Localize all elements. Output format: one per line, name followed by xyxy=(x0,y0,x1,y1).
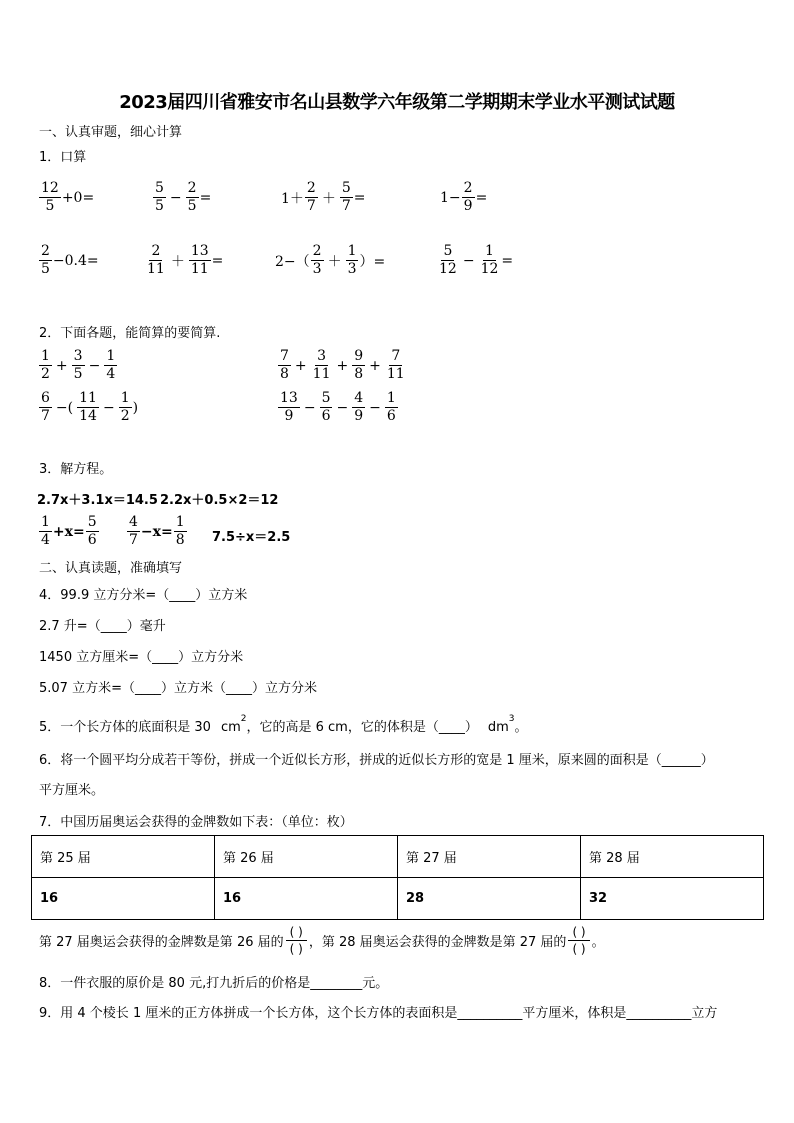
q1-expr-7: 2−（ $\frac{2}{3}$ ＋ $\frac{1}{3}$ ）= xyxy=(275,243,386,277)
q1-expr-5: $\frac{2}{5}$ −0.4= xyxy=(41,243,99,277)
q1-expr-1: $\frac{12}{5}$ +0= xyxy=(41,180,95,214)
q7-label: 7．中国历届奥运会获得的金牌数如下表：（单位：枚） xyxy=(39,815,353,830)
section-1-heading: 一、认真审题，细心计算 xyxy=(39,125,183,140)
q6-line-2: 平方厘米。 xyxy=(39,783,105,798)
table-cell: 16 xyxy=(32,878,215,920)
q5-text: 5．一个长方体的底面积是 30 $cm^2$，它的高是 6 cm，它的体积是（____） $dm^3$。 xyxy=(39,714,528,735)
q3-label: 3．解方程。 xyxy=(39,462,113,477)
q3-eq-4: $\frac{4}{7}$ −x= $\frac{1}{8}$ xyxy=(129,514,185,548)
q4-line-1: 4．99.9 立方分米=（____）立方米 xyxy=(39,588,248,603)
table-cell: 32 xyxy=(581,878,764,920)
q7-followup: 第 27 届奥运会获得的金牌数是第 26 届的 $\frac{( )}{( )}$ ，第 28 届奥运会获得的金牌数是第 27 届的 $\frac{( )}{( )}$ 。 xyxy=(39,925,605,956)
q8-text: 8．一件衣服的原价是 80 元,打九折后的价格是________元。 xyxy=(39,976,389,991)
table-cell: 16 xyxy=(215,878,398,920)
q4-line-4: 5.07 立方米=（____）立方米（____）立方分米 xyxy=(39,681,317,696)
table-header-cell: 第 26 届 xyxy=(215,836,398,878)
q3-eq-1: 2.7x＋3.1x＝14.5 xyxy=(37,493,158,508)
q2-expr-1: $\frac{1}{2}$ + $\frac{3}{5}$ − $\frac{1}{4}$ xyxy=(41,348,116,382)
answer-fraction-blank[interactable]: $\frac{( )}{( )}$ xyxy=(286,924,307,957)
q2-expr-3: $\frac{6}{7}$ −( $\frac{11}{14}$ − $\frac{1}{2}$ ) xyxy=(41,390,139,424)
table-cell: 28 xyxy=(398,878,581,920)
q1-expr-8: $\frac{5}{12}$ − $\frac{1}{12}$ = xyxy=(439,243,514,277)
section-2-heading: 二、认真读题，准确填写 xyxy=(39,561,183,576)
table-header-cell: 第 28 届 xyxy=(581,836,764,878)
table-header-cell: 第 25 届 xyxy=(32,836,215,878)
table-row xyxy=(32,878,764,920)
q2-expr-4: $\frac{13}{9}$ − $\frac{5}{6}$ − $\frac{4}{9}$ − $\frac{1}{6}$ xyxy=(280,390,396,424)
page-title: 2023届四川省雅安市名山县数学六年级第二学期期末学业水平测试试题 xyxy=(119,92,675,113)
q2-label: 2．下面各题，能简算的要简算. xyxy=(39,326,221,341)
q2-expr-2: $\frac{7}{8}$ + $\frac{3}{11}$ + $\frac{9}{8}$ + $\frac{7}{11}$ xyxy=(280,348,405,382)
gold-medal-table xyxy=(31,835,764,920)
q1-expr-2: $\frac{5}{5}$ − $\frac{2}{5}$ = xyxy=(155,180,212,214)
table-header-cell: 第 27 届 xyxy=(398,836,581,878)
q9-text: 9．用 4 个棱长 1 厘米的正方体拼成一个长方体，这个长方体的表面积是__________平方厘米，体积是__________立方 xyxy=(39,1006,718,1021)
q3-eq-3: $\frac{1}{4}$ +x= $\frac{5}{6}$ xyxy=(41,514,97,548)
answer-fraction-blank[interactable]: $\frac{( )}{( )}$ xyxy=(568,924,589,957)
q1-expr-6: $\frac{2}{11}$ ＋ $\frac{13}{11}$ = xyxy=(147,243,224,277)
table-header-row xyxy=(32,836,764,878)
q4-line-2: 2.7 升=（____）毫升 xyxy=(39,619,166,634)
q4-line-3: 1450 立方厘米=（____）立方分米 xyxy=(39,650,244,665)
q3-eq-2: 2.2x＋0.5×2＝12 xyxy=(160,493,279,508)
q3-eq-5: 7.5÷x＝2.5 xyxy=(212,530,291,545)
q1-label: 1．口算 xyxy=(39,150,87,165)
q6-line-1: 6．将一个圆平均分成若干等份，拼成一个近似长方形，拼成的近似长方形的宽是 1 厘米，原来圆的面积是（______） xyxy=(39,753,714,768)
q1-expr-3: 1＋ $\frac{2}{7}$ ＋ $\frac{5}{7}$ = xyxy=(281,180,366,214)
q1-expr-4: 1− $\frac{2}{9}$ = xyxy=(440,180,488,214)
